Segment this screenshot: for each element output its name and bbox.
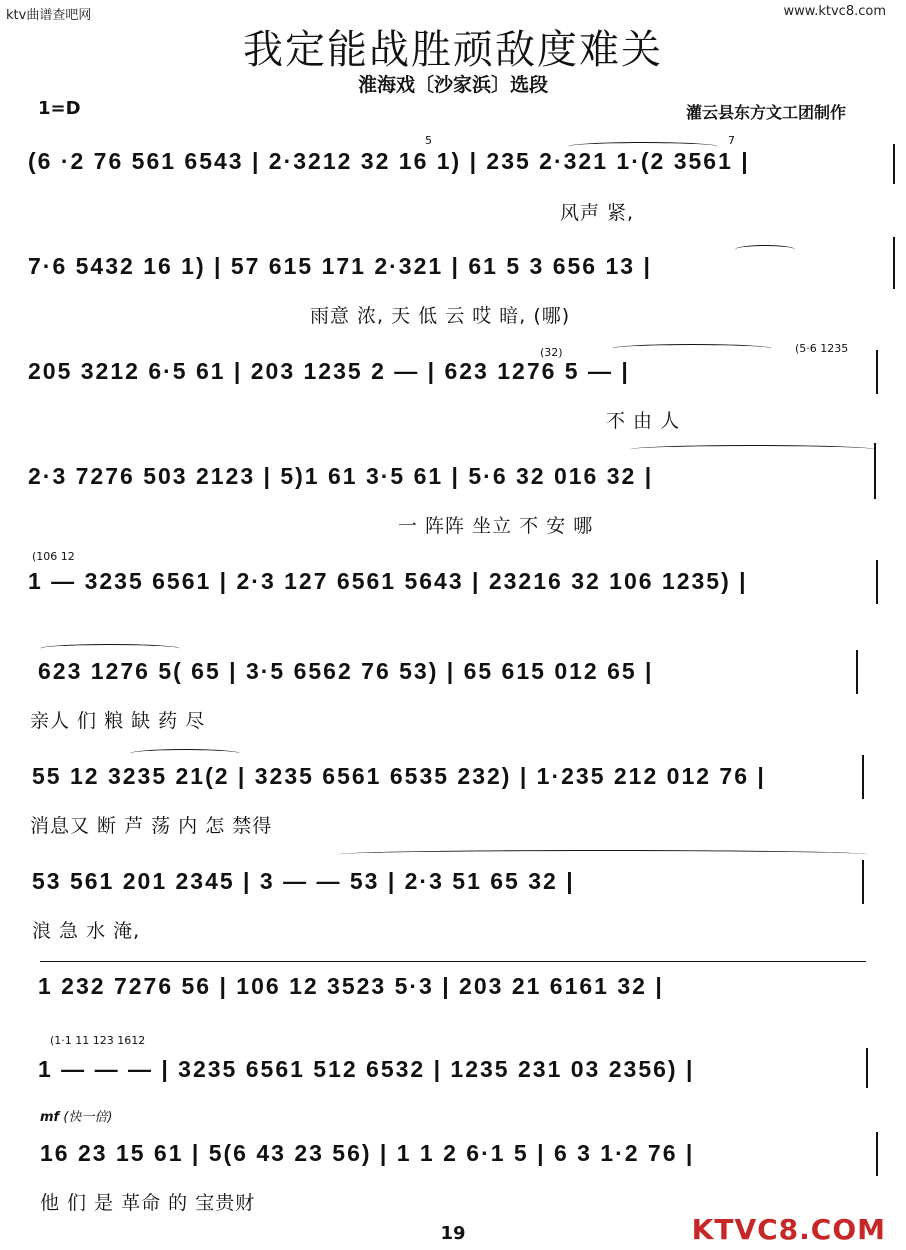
barline [856,650,858,694]
lyric-line: 风声 紧, [560,202,635,224]
grace-note: (32) [540,346,563,359]
barline [893,144,895,184]
grace-note: (5·6 1235 [795,342,849,355]
grace-note: (106 12 [32,550,75,563]
notation-line: 2·3 7276 503 2123 | 5)1 61 3·5 61 | 5·6 32 016 32 | [28,463,654,489]
tempo-mark: (快一倍) [63,1110,113,1125]
grace-note: 5 [425,134,432,147]
slur [630,445,875,454]
slur [568,142,718,151]
slur [130,749,240,758]
lyric-line: 消息又 断 芦 荡 内 怎 禁得 [30,815,273,837]
lyric-line: 他 们 是 革命 的 宝贵财 [40,1192,256,1214]
tie-line [40,961,866,962]
barline [866,1048,868,1088]
slur [338,850,868,859]
slur [735,245,795,254]
page-number: 19 [440,1223,466,1244]
slur [40,644,180,653]
dynamic-mf: mf [40,1110,60,1125]
song-subtitle: 淮海戏〔沙家浜〕选段 [357,74,548,96]
slur [612,344,772,353]
producer-credit: 灌云县东方文工团制作 [685,103,846,122]
barline [862,860,864,904]
notation-line: 1 — — — | 3235 6561 512 6532 | 1235 231 03 2356) | [38,1056,695,1082]
lyric-line: 不 由 人 [606,410,681,432]
grace-note: 7 [728,134,735,147]
barline [876,560,878,604]
notation-line: 53 561 201 2345 | 3 — — 53 | 2·3 51 65 32 | [32,868,575,894]
site-logo: KTVC8.COM [691,1213,886,1246]
barline [876,350,878,394]
site-url-right: www.ktvc8.com [783,4,886,19]
notation-line: 205 3212 6·5 61 | 203 1235 2 — | 623 1276 5 — | [28,358,630,384]
site-name-left: ktv曲谱查吧网 [6,8,92,23]
notation-line: 55 12 3235 21(2 | 3235 6561 6535 232) | 1·235 212 012 76 | [32,763,766,789]
notation-line: (6 ·2 76 561 6543 | 2·3212 32 16 1) | 235 2·321 1·(2 3561 | [28,148,750,174]
barline [876,1132,878,1176]
lyric-line: 亲人 们 粮 缺 药 尽 [30,710,206,732]
lyric-line: 雨意 浓, 天 低 云 哎 暗, (哪) [310,305,571,327]
barline [862,755,864,799]
dynamic-mark [40,1106,113,1125]
notation-line: 1 232 7276 56 | 106 12 3523 5·3 | 203 21 6161 32 | [38,973,664,999]
grace-note: (1·1 11 123 1612 [50,1034,146,1047]
notation-line: 623 1276 5( 65 | 3·5 6562 76 53) | 65 615 012 65 | [38,658,654,684]
barline [893,237,895,289]
notation-line: 7·6 5432 16 1) | 57 615 171 2·321 | 61 5 3 656 13 | [28,253,652,279]
lyric-line: 浪 急 水 淹, [32,920,141,942]
notation-line: 16 23 15 61 | 5(6 43 23 56) | 1 1 2 6·1 5 | 6 3 1·2 76 | [40,1140,695,1166]
notation-line: 1 — 3235 6561 | 2·3 127 6561 5643 | 23216 32 106 1235) | [28,568,748,594]
song-title: 我定能战胜顽敌度难关 [243,27,663,73]
lyric-line: 一 阵阵 坐立 不 安 哪 [398,515,594,537]
key-signature: 1=D [38,98,81,119]
